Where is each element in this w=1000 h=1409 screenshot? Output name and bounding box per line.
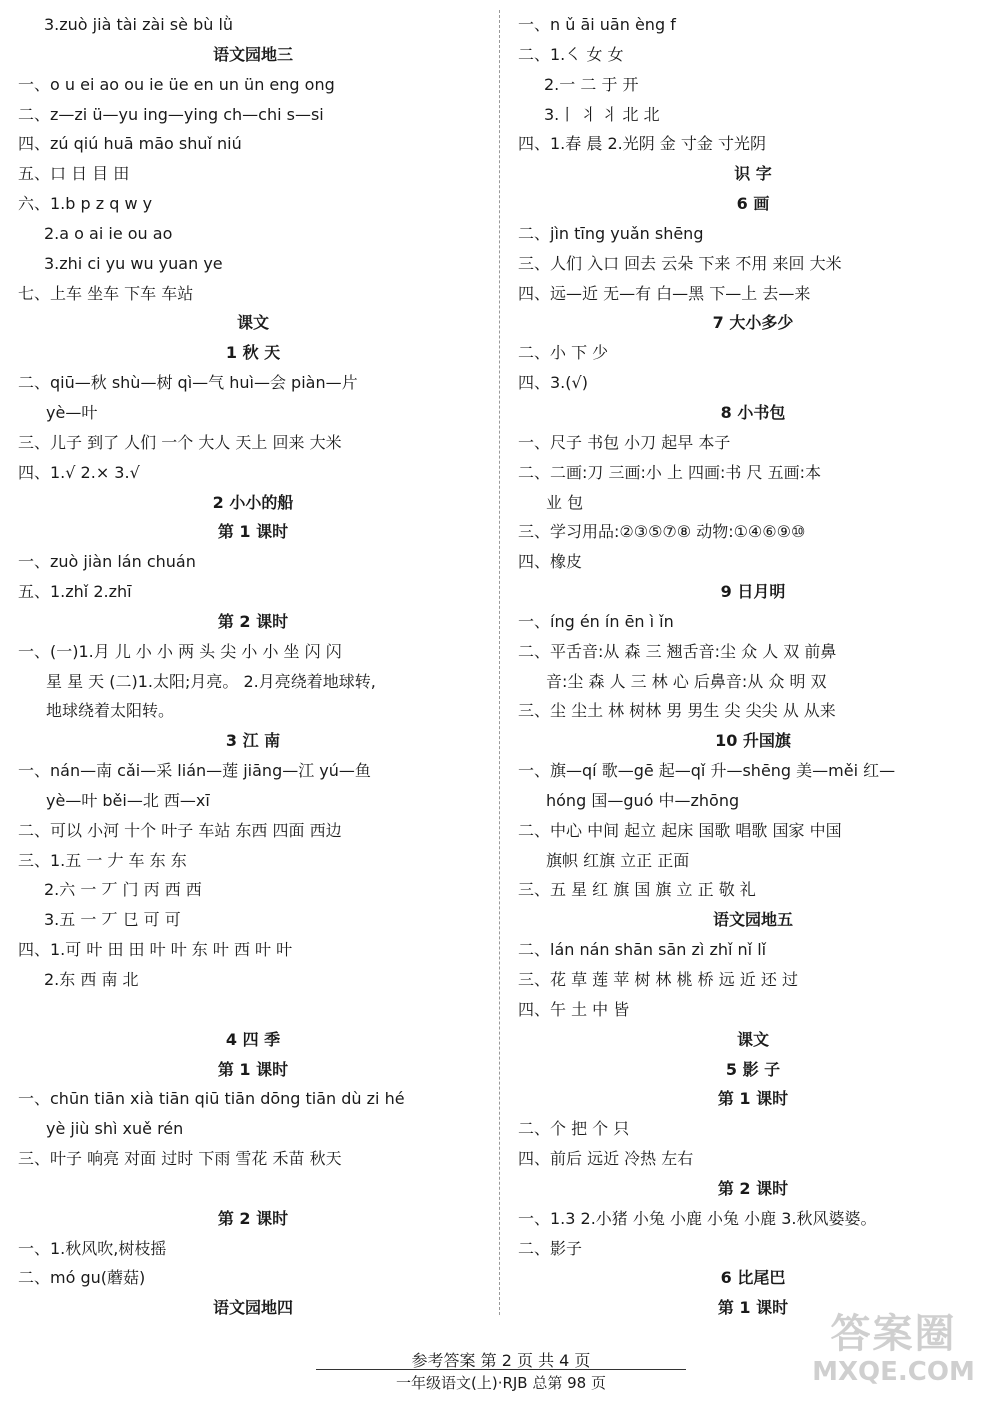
answer-line: 音:尘 森 人 三 林 心 后鼻音:从 众 明 双 [546,671,827,691]
section-heading: 7 大小多少 [712,313,794,333]
right-column [518,10,988,1323]
answer-line: 三、学习用品:②③⑤⑦⑧ 动物:①④⑥⑨⑩ [518,522,806,542]
watermark-logo [801,1311,986,1389]
answer-line: hóng 国—guó 中—zhōng [546,790,740,810]
answer-line: 3.丨 丬 丬 北 北 [544,104,660,124]
answer-line: 二、中心 中间 起立 起床 国歌 唱歌 国家 中国 [518,820,842,840]
blank-line [18,1174,488,1204]
section-heading: 第 2 课时 [217,1208,289,1228]
answer-line: 一、n ǔ āi uān èng f [518,15,676,34]
section-heading: 5 影 子 [725,1059,781,1079]
answer-line: 七、上车 坐车 下车 车站 [18,283,194,303]
answer-line: 三、五 星 红 旗 国 旗 立 正 敬 礼 [518,880,756,900]
section-heading: 3 江 南 [225,731,281,751]
section-heading: 第 2 课时 [717,1178,789,1198]
answer-line: 3.五 一 丆 㔾 可 可 [44,910,181,930]
answer-line: 二、mó gu(蘑菇) [18,1268,146,1288]
section-heading: 语文园地三 [212,44,293,64]
section-heading: 第 1 课时 [717,1089,789,1109]
answer-line: 二、二画:刀 三画:小 上 四画:书 尺 五画:本 [518,462,821,482]
footer-rule [316,1369,686,1370]
answer-line: 二、qiū—秋 shù—树 qì—气 huì—会 piàn—片 [18,373,358,393]
section-heading: 第 1 课时 [717,1298,789,1318]
answer-line: 三、尘 尘土 林 树林 男 男生 尖 尖尖 从 从来 [518,701,836,721]
answer-line: 四、1.√ 2.× 3.√ [18,462,140,482]
section-heading: 6 画 [736,194,770,214]
section-heading: 课文 [736,1029,769,1049]
watermark-text: 答案圈 [830,1311,957,1357]
answer-line: 星 星 天 (二)1.太阳;月亮。 2.月亮绕着地球转, [46,671,376,691]
answer-line: 二、jìn tīng yuǎn shēng [518,223,704,243]
answer-line: 2.六 一 丆 门 丙 西 西 [44,880,202,900]
answer-line: 一、1.秋风吹,树枝摇 [18,1238,167,1258]
section-heading: 第 1 课时 [217,522,289,542]
answer-line: 二、平舌音:从 森 三 翘舌音:尘 众 人 双 前鼻 [518,641,837,661]
answer-line: 2.a o ai ie ou ao [44,223,173,243]
answer-line: 一、1.3 2.小猪 小兔 小鹿 小兔 小鹿 3.秋风婆婆。 [518,1208,877,1228]
section-heading: 2 小小的船 [212,492,294,512]
section-heading: 6 比尾巴 [720,1268,786,1288]
section-heading: 9 日月明 [720,582,786,602]
answer-line: 二、个 把 个 只 [518,1119,630,1139]
section-heading: 4 四 季 [225,1029,281,1049]
answer-line: 旗帜 红旗 立正 正面 [546,850,690,870]
answer-line: 3.zhi ci yu wu yuan ye [44,253,223,273]
answer-line: 四、远—近 无—有 白—黑 下—上 去—来 [518,283,811,303]
answer-line: 一、chūn tiān xià tiān qiū tiān dōng tiān dù zi hé [18,1089,405,1109]
answer-line: 二、小 下 少 [518,343,609,363]
section-heading: 识 字 [734,164,772,184]
answer-line: 四、橡皮 [518,552,583,572]
answer-line: 一、旗—qí 歌—gē 起—qǐ 升—shēng 美—měi 红— [518,761,896,781]
answer-line: 三、叶子 响亮 对面 过时 下雨 雪花 禾苗 秋天 [18,1149,342,1169]
answer-line: 四、zú qiú huā māo shuǐ niú [18,134,242,154]
answer-line: 地球绕着太阳转。 [46,701,175,721]
answer-line: 一、o u ei ao ou ie üe en un ün eng ong [18,74,335,94]
section-heading: 第 2 课时 [217,611,289,631]
section-heading: 1 秋 天 [225,343,281,363]
answer-line: 2.东 西 南 北 [44,970,139,989]
answer-line: yè—叶 běi—北 西—xī [46,790,210,810]
section-heading: 语文园地五 [712,910,793,930]
answer-line: 三、1.五 一 𠂇 车 东 东 [18,850,187,870]
section-heading: 语文园地四 [212,1298,293,1318]
answer-line: 3.zuò jià tài zài sè bù lǜ [44,15,234,34]
answer-line: 二、lán nán shān sān zì zhǐ nǐ lǐ [518,940,767,960]
answer-line: 一、zuò jiàn lán chuán [18,552,196,572]
section-heading: 第 1 课时 [217,1059,289,1079]
answer-line: 2.一 二 于 开 [544,74,639,94]
answer-line: 一、尺子 书包 小刀 起早 本子 [518,432,731,452]
answer-line: 三、儿子 到了 人们 一个 大人 天上 回来 大米 [18,432,342,452]
footer-page-info: 参考答案 第 2 页 共 4 页 [411,1351,591,1370]
footer-book-info: 一年级语文(上)·RJB 总第 98 页 [395,1374,606,1392]
section-heading: 8 小书包 [720,402,786,422]
column-divider [499,10,500,1315]
answer-line: 五、1.zhǐ 2.zhī [18,582,132,602]
left-column [18,10,488,1323]
answer-line: 二、z—zi ü—yu ing—ying ch—chi s—si [18,104,324,124]
answer-line: yè—叶 [46,402,98,422]
answer-line: yè jiù shì xuě rén [46,1119,184,1139]
watermark-url: MXQE.COM [812,1357,975,1387]
answer-line: 二、可以 小河 十个 叶子 车站 东西 四面 西边 [18,820,342,840]
answer-line: 四、1.可 叶 田 田 叶 叶 东 叶 西 叶 叶 [18,940,293,960]
answer-line: 三、花 草 莲 苹 树 林 桃 桥 远 近 还 过 [518,970,798,989]
answer-line: 四、3.(√) [518,373,588,393]
answer-line: 一、nán—南 cǎi—采 lián—莲 jiāng—江 yú—鱼 [18,761,371,781]
answer-line: 三、人们 入口 回去 云朵 下来 不用 来回 大米 [518,253,842,273]
blank-line [18,995,488,1025]
answer-line: 六、1.b p z q w y [18,194,153,214]
answer-line: 一、íng én ín ēn ì ǐn [518,611,674,631]
answer-line: 业 包 [546,492,584,512]
answer-line: 五、口 日 目 田 [18,164,130,184]
answer-line: 四、午 土 中 皆 [518,999,630,1019]
section-heading: 课文 [236,313,269,333]
section-heading: 10 升国旗 [715,731,791,751]
answer-line: 二、影子 [518,1238,583,1258]
answer-line: 四、1.春 晨 2.光阴 金 寸金 寸光阴 [518,134,766,154]
answer-line: 四、前后 远近 冷热 左右 [518,1149,694,1169]
answer-line: 一、(一)1.月 儿 小 小 两 头 尖 小 小 坐 闪 闪 [18,641,342,661]
answer-line: 二、1.㇛ 女 女 [518,44,624,64]
